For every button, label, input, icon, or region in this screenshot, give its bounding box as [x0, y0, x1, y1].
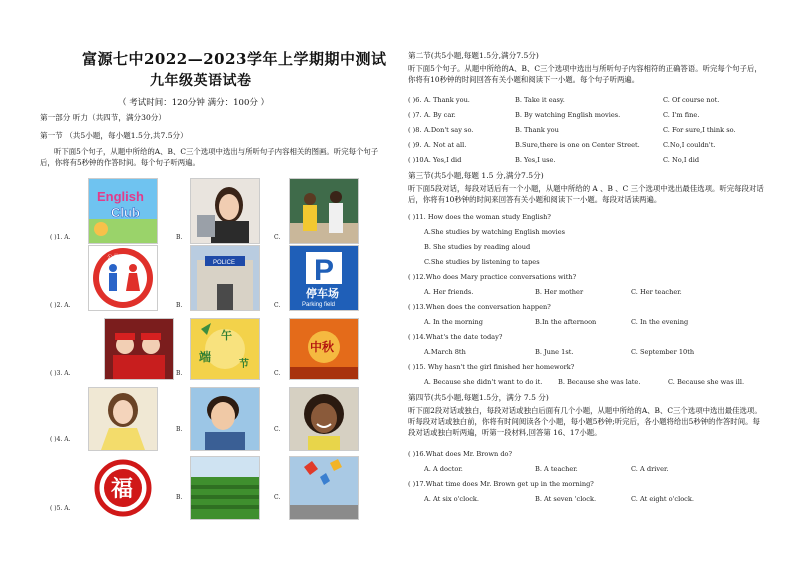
section1-instructions: 听下面5个句子，从题中所给的A、B、C三个选项中选出与所听句子内容相关的图画。听完每个句子后，你将有5秒钟的作答时间。每个句子听两遍。 — [40, 147, 379, 167]
q8-option-b: B. Thank you — [515, 126, 559, 134]
q5-c-label: C. — [274, 494, 281, 501]
q11-option-c: C.She studies by listening to tapes — [424, 258, 540, 266]
fu-char: 福 — [111, 477, 134, 502]
q4-c-label: C. — [274, 426, 281, 433]
wc-sign-picture — [88, 245, 158, 311]
section4-instructions: 听下面2段对话或独白，每段对话或独白后面有几个小题，从题中所给的A、B、C三个选项中选出最佳选项。听每段对话或独白前，你将有时间阅读各个小题，每小题5秒钟;听完后，各小题将给出5秒钟的作答时间。每段对话或独白听两遍，听第一段材料,回答第 16、17小题。 — [408, 406, 762, 437]
q17-option-b: B. At seven 'clock. — [535, 495, 597, 503]
q1-c-label: C. — [274, 234, 281, 241]
duan-char: 端 — [199, 350, 212, 364]
zhongqiu-text: 中秋 — [310, 340, 335, 354]
parking-sign-picture — [289, 245, 359, 311]
section2-instructions: 听下面5个句子。从题中所给的A、B、C三个选项中选出与所听句子内容相符的正确答语。听完每个句子后，你将有10秒钟的时间回答有关小题和阅读下一小题。每个句子听两遍。 — [408, 64, 762, 84]
english-club-picture — [88, 178, 158, 244]
q4-label: ( )4. A. — [50, 436, 71, 443]
q12-question: ( )12.Who does Mary practice conversations with? — [408, 273, 577, 281]
police-station-picture — [190, 245, 260, 311]
fu-papercut-picture — [88, 456, 158, 520]
q16-option-a: A. A doctor. — [424, 465, 463, 473]
q6-option-c: C. Of course not. — [663, 96, 720, 104]
q13-option-c: C. In the evening — [631, 318, 689, 326]
wc-top-text: 公共WC — [107, 254, 130, 261]
q13-question: ( )13.When does the conversation happen? — [408, 303, 551, 311]
q9-option-b: B.Sure,there is one on Center Street. — [515, 141, 640, 149]
q15-option-a: A. Because she didn't want to do it. — [424, 378, 543, 386]
q7-option-a: A. By car. — [424, 111, 456, 119]
q14-question: ( )14.What's the date today? — [408, 333, 503, 341]
q14-option-c: C. September 10th — [631, 348, 695, 356]
english-text: English — [97, 189, 144, 204]
parking-letter: P — [314, 254, 335, 287]
q15-option-c: C. Because she was ill. — [668, 378, 745, 386]
q3-b-label: B. — [176, 370, 183, 377]
q3-label: ( )3. A. — [50, 370, 71, 377]
q12-option-c: C. Her teacher. — [631, 288, 682, 296]
q7-option-c: C. I'm fine. — [663, 111, 700, 119]
christmas-children-picture — [104, 318, 174, 380]
q10-number: ( )10. — [408, 156, 426, 164]
q8-option-c: C. For sure,I think so. — [663, 126, 736, 134]
police-text: POLICE — [213, 260, 236, 266]
q16-option-b: B. A teacher. — [535, 465, 578, 473]
q13-option-a: A. In the morning — [424, 318, 483, 326]
section3-title: 第三节(共5小题,每题 1.5 分,满分7.5分) — [408, 171, 544, 180]
q5-b-label: B. — [176, 494, 183, 501]
q1-b-label: B. — [176, 234, 183, 241]
dragon-boat-festival-picture — [190, 318, 260, 380]
q7-option-b: B. By watching English movies. — [515, 111, 621, 119]
q8-option-a: A.Don't say so. — [424, 126, 474, 134]
parking-en-text: Parking field — [302, 302, 336, 308]
girl-yellow-dress-picture — [88, 387, 158, 451]
q6-option-a: A. Thank you. — [424, 96, 470, 104]
kites-picture — [289, 456, 359, 520]
q10-option-c: C. No,I did — [663, 156, 700, 164]
q12-option-a: A. Her friends. — [424, 288, 474, 296]
exam-info: （ 考试时间：120分钟 满分：100分 ） — [118, 98, 270, 108]
q3-c-label: C. — [274, 370, 281, 377]
jie-char: 节 — [239, 359, 249, 370]
q11-option-a: A.She studies by watching English movies — [424, 228, 566, 236]
q6-number: ( )6. — [408, 96, 422, 104]
q16-question: ( )16.What does Mr. Brown do? — [408, 450, 513, 458]
section1-title: 第一节 （共5小题，每小题1.5分,共7.5分） — [40, 131, 188, 140]
q10-option-b: B. Yes,I use. — [515, 156, 556, 164]
q9-option-c: C.No,I couldn't. — [663, 141, 716, 149]
q9-option-a: A. Not at all. — [424, 141, 467, 149]
q16-option-c: C. A driver. — [631, 465, 669, 473]
q17-option-a: A. At six o'clock. — [424, 495, 479, 503]
girl-headset-picture — [190, 178, 260, 244]
part1-title: 第一部分 听力（共四节，满分30分） — [40, 113, 166, 122]
q13-option-b: B.In the afternoon — [535, 318, 597, 326]
mid-autumn-picture — [289, 318, 359, 380]
q2-b-label: B. — [176, 302, 183, 309]
q10-option-a: A. Yes,I did — [424, 156, 462, 164]
q11-question: ( )11. How does the woman study English? — [408, 213, 551, 221]
classroom-picture — [289, 178, 359, 244]
q6-option-b: B. Take it easy. — [515, 96, 565, 104]
club-text: Club — [111, 205, 140, 220]
q2-c-label: C. — [274, 302, 281, 309]
q4-b-label: B. — [176, 426, 183, 433]
q14-option-b: B. June 1st. — [535, 348, 574, 356]
exam-subtitle: 九年级英语试卷 — [150, 73, 252, 89]
q9-number: ( )9. — [408, 141, 422, 149]
section2-title: 第二节(共5小题,每题1.5分,满分7.5分) — [408, 51, 539, 60]
q15-option-b: B. Because she was late. — [558, 378, 641, 386]
q17-question: ( )17.What time does Mr. Brown get up in the morning? — [408, 480, 594, 488]
section3-instructions: 听下面5段对话，每段对话后有一个小题，从题中所给的 A 、B 、C 三个选项中选出最佳选项。听完每段对话后，你将有10秒钟的时间来回答有关小题和阅读下一小题。每段对话读两遍。 — [408, 184, 764, 204]
q7-number: ( )7. — [408, 111, 422, 119]
q5-label: ( )5. A. — [50, 505, 71, 512]
q2-label: ( )2. A. — [50, 302, 71, 309]
tea-garden-picture — [190, 456, 260, 520]
q11-option-b: B. She studies by reading aloud — [424, 243, 531, 251]
english-club-svg — [89, 179, 157, 243]
q17-option-c: C. At eight o'clock. — [631, 495, 694, 503]
q15-question: ( )15. Why hasn't the girl finished her homework? — [408, 363, 575, 371]
q8-number: ( )8. — [408, 126, 422, 134]
wu-char: 午 — [221, 329, 232, 342]
smiling-girl-picture — [289, 387, 359, 451]
q1-label: ( )1. A. — [50, 234, 71, 241]
boy-portrait-picture — [190, 387, 260, 451]
q12-option-b: B. Her mother — [535, 288, 584, 296]
q14-option-a: A.March 8th — [424, 348, 466, 356]
section4-title: 第四节(共5小题,每题1.5分，满分 7.5 分) — [408, 393, 549, 402]
exam-title: 富源七中2022—2023学年上学期期中测试 — [82, 50, 387, 68]
parking-cn-text: 停车场 — [306, 287, 339, 300]
